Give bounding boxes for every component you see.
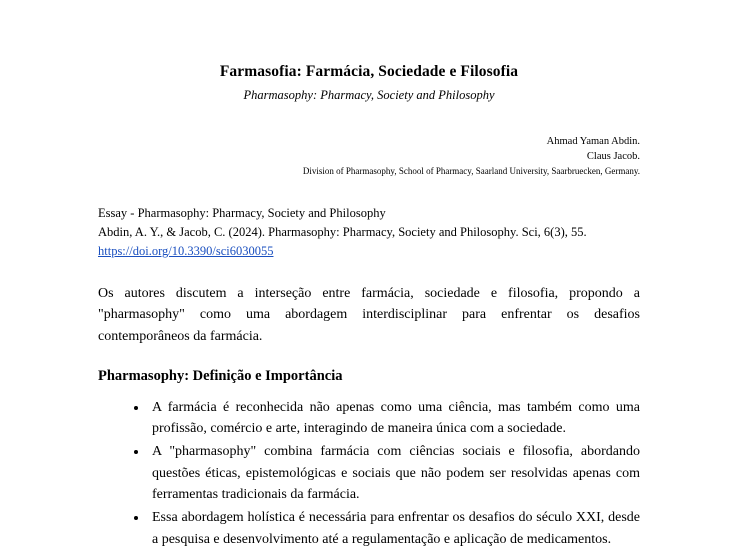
- author-name: Ahmad Yaman Abdin.: [546, 135, 640, 147]
- list-item: • A "pharmasophy" combina farmácia com ciências sociais e filosofia, abordando questões éticas, epistemológicas e sociais que não podem ser resolvidas apenas com ferramentas tradicionais da farmácia.: [148, 441, 640, 506]
- citation-reference-line: Abdin, A. Y., & Jacob, C. (2024). Pharmasophy: Pharmacy, Society and Philosophy. Sci, 6(3), 55.: [98, 225, 587, 240]
- section-heading: Pharmasophy: Definição e Importância: [98, 367, 343, 384]
- doi-link[interactable]: https://doi.org/10.3390/sci6030055: [98, 243, 274, 258]
- citation-type-line: Essay - Pharmasophy: Pharmacy, Society and Philosophy: [98, 206, 386, 221]
- citation-block: [98, 204, 640, 260]
- list-item: • A farmácia é reconhecida não apenas como uma ciência, mas também como uma profissão, comércio e arte, interagindo de maneira única com a sociedade.: [148, 397, 640, 440]
- page-title: Farmasofia: Farmácia, Sociedade e Filosofia: [219, 63, 519, 80]
- section-bullet-list: [98, 397, 640, 550]
- abstract-paragraph: Os autores discutem a interseção entre farmácia, sociedade e filosofia, propondo a "pharmasophy" como uma abordagem interdisciplinar para enfrentar os desafios contemporâneos da farmácia.: [98, 285, 640, 344]
- author-block: [98, 134, 640, 178]
- author-name: Claus Jacob.: [586, 151, 640, 163]
- author-affiliation: Division of Pharmasophy, School of Pharmacy, Saarland University, Saarbruecken, Germany.: [302, 166, 640, 177]
- list-item: • Essa abordagem holística é necessária para enfrentar os desafios do século XXI, desde a pesquisa e desenvolvimento até a regulamentação e aplicação de medicamentos.: [148, 507, 640, 550]
- title-block: [98, 62, 640, 104]
- page-subtitle: Pharmasophy: Pharmacy, Society and Philosophy: [243, 87, 495, 102]
